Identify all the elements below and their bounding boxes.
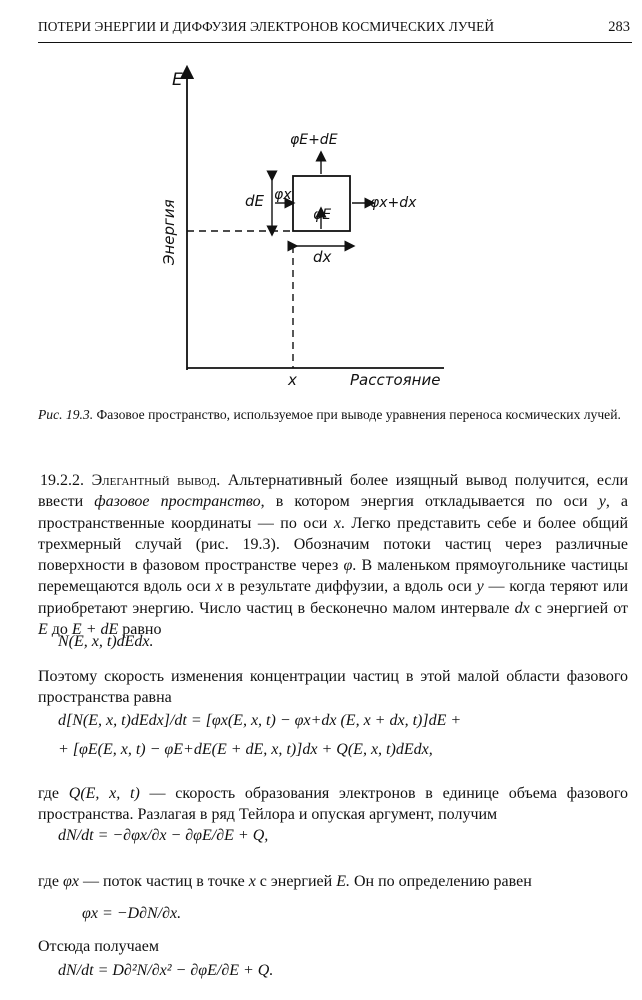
x-tick-label: x	[288, 371, 297, 389]
p4-text-a: где	[38, 873, 60, 890]
p1-text-e: . В маленьком прямоугольнике частицы перемещаются вдоль оси	[38, 557, 629, 596]
running-header	[38, 14, 632, 43]
equation-2-line-1: d[N(E, x, t)dEdx]/dt = [φx(E, x, t) − φx+dx (E, x + dx, t)]dE +	[58, 712, 462, 729]
equation-4: φx = −D∂N/∂x.	[82, 905, 182, 922]
section-number: 19.2.2.	[40, 472, 84, 489]
phi-x-dx-label: φx+dx	[370, 195, 417, 211]
caption-text: Фазовое пространство, используемое при выводе уравнения переноса космических лучей.	[96, 407, 621, 422]
axis-y-title: Энергия	[160, 199, 178, 265]
phi-e-de-label: φE+dE	[290, 132, 338, 148]
var-dx: dx	[514, 599, 530, 617]
p1-text-a: Альтернативный более изящный вывод получится, если ввести	[38, 472, 629, 511]
var-q: Q(E, x, t)	[68, 785, 140, 802]
equation-2-line-2: + [φE(E, x, t) − φE+dE(E + dE, x, t)]dx + Q(E, x, t)dEdx,	[58, 741, 433, 758]
paragraph-1	[38, 470, 628, 640]
figure-drawing	[150, 60, 450, 400]
var-x: x	[215, 578, 223, 596]
phi-e-label: φE	[313, 207, 332, 223]
var-x: x	[333, 514, 341, 532]
equation-5: dN/dt = D∂²N/∂x² − ∂φE/∂E + Q.	[58, 962, 274, 979]
p3-text-a: где	[38, 785, 60, 802]
p3-text-b: — скорость образования электронов в единице объема фазового пространства. Разлагая в ряд Тейлора и опуская аргумент, получим	[38, 785, 629, 824]
figure-caption	[38, 405, 628, 424]
var-e: E	[38, 621, 48, 639]
axis-y-label: E	[172, 70, 183, 90]
var-phi-x: φx	[63, 873, 79, 890]
p1-text-g: — когда теряют или приобретают энергию. Число частиц в бесконечно малом интервале	[38, 578, 629, 617]
p1-text-j: равно	[122, 621, 162, 639]
p1-text-c: , а пространственные координаты — по оси	[38, 493, 629, 532]
var-e: E.	[336, 873, 350, 890]
p4-text-b: — поток частиц в точке	[82, 873, 245, 890]
phase-space-figure	[150, 60, 450, 400]
p1-text-d: . Легко представить себе и более общий трехмерный случай (рис. 19.3). Обозначим потоки частиц через различные поверхности в фазовом пространстве через	[38, 514, 628, 575]
paragraph-2: Поэтому скорость изменения концентрации частиц в этой малой области фазового пространства равна	[38, 668, 628, 707]
p1-text-i: до	[51, 621, 68, 639]
p1-text-b: , в котором энергия откладывается по оси	[260, 493, 588, 511]
var-y: y	[598, 493, 606, 511]
header-title: ПОТЕРИ ЭНЕРГИИ И ДИФФУЗИЯ ЭЛЕКТРОНОВ КОСМИЧЕСКИХ ЛУЧЕЙ	[38, 19, 495, 34]
var-e-plus-de: E + dE	[71, 621, 119, 639]
p1-text-f: в результате диффузии, а вдоль оси	[227, 578, 472, 596]
p4-text-c: с энергией	[259, 873, 333, 890]
axis-x-title: Расстояние	[350, 371, 441, 389]
dx-label: dx	[313, 248, 332, 266]
paragraph-3	[38, 783, 628, 826]
equation-3: dN/dt = −∂φx/∂x − ∂φE/∂E + Q,	[58, 827, 269, 844]
term-phase-space: фазовое пространство	[94, 493, 261, 511]
paragraph-4	[38, 871, 628, 892]
var-x: x	[248, 873, 256, 890]
var-y: y	[476, 578, 484, 596]
page-number: 283	[608, 19, 630, 35]
phi-x-label: φx	[274, 187, 292, 203]
var-phi: φ	[343, 557, 353, 575]
section-title: Элегантный вывод.	[91, 472, 221, 489]
equation-1: N(E, x, t)dEdx.	[58, 633, 154, 650]
p4-text-d: Он по определению равен	[354, 873, 532, 890]
de-label: dE	[245, 192, 264, 210]
paragraph-5: Отсюда получаем	[38, 938, 159, 955]
caption-label: Рис. 19.3.	[38, 407, 94, 422]
p1-text-h: с энергией от	[534, 599, 629, 617]
